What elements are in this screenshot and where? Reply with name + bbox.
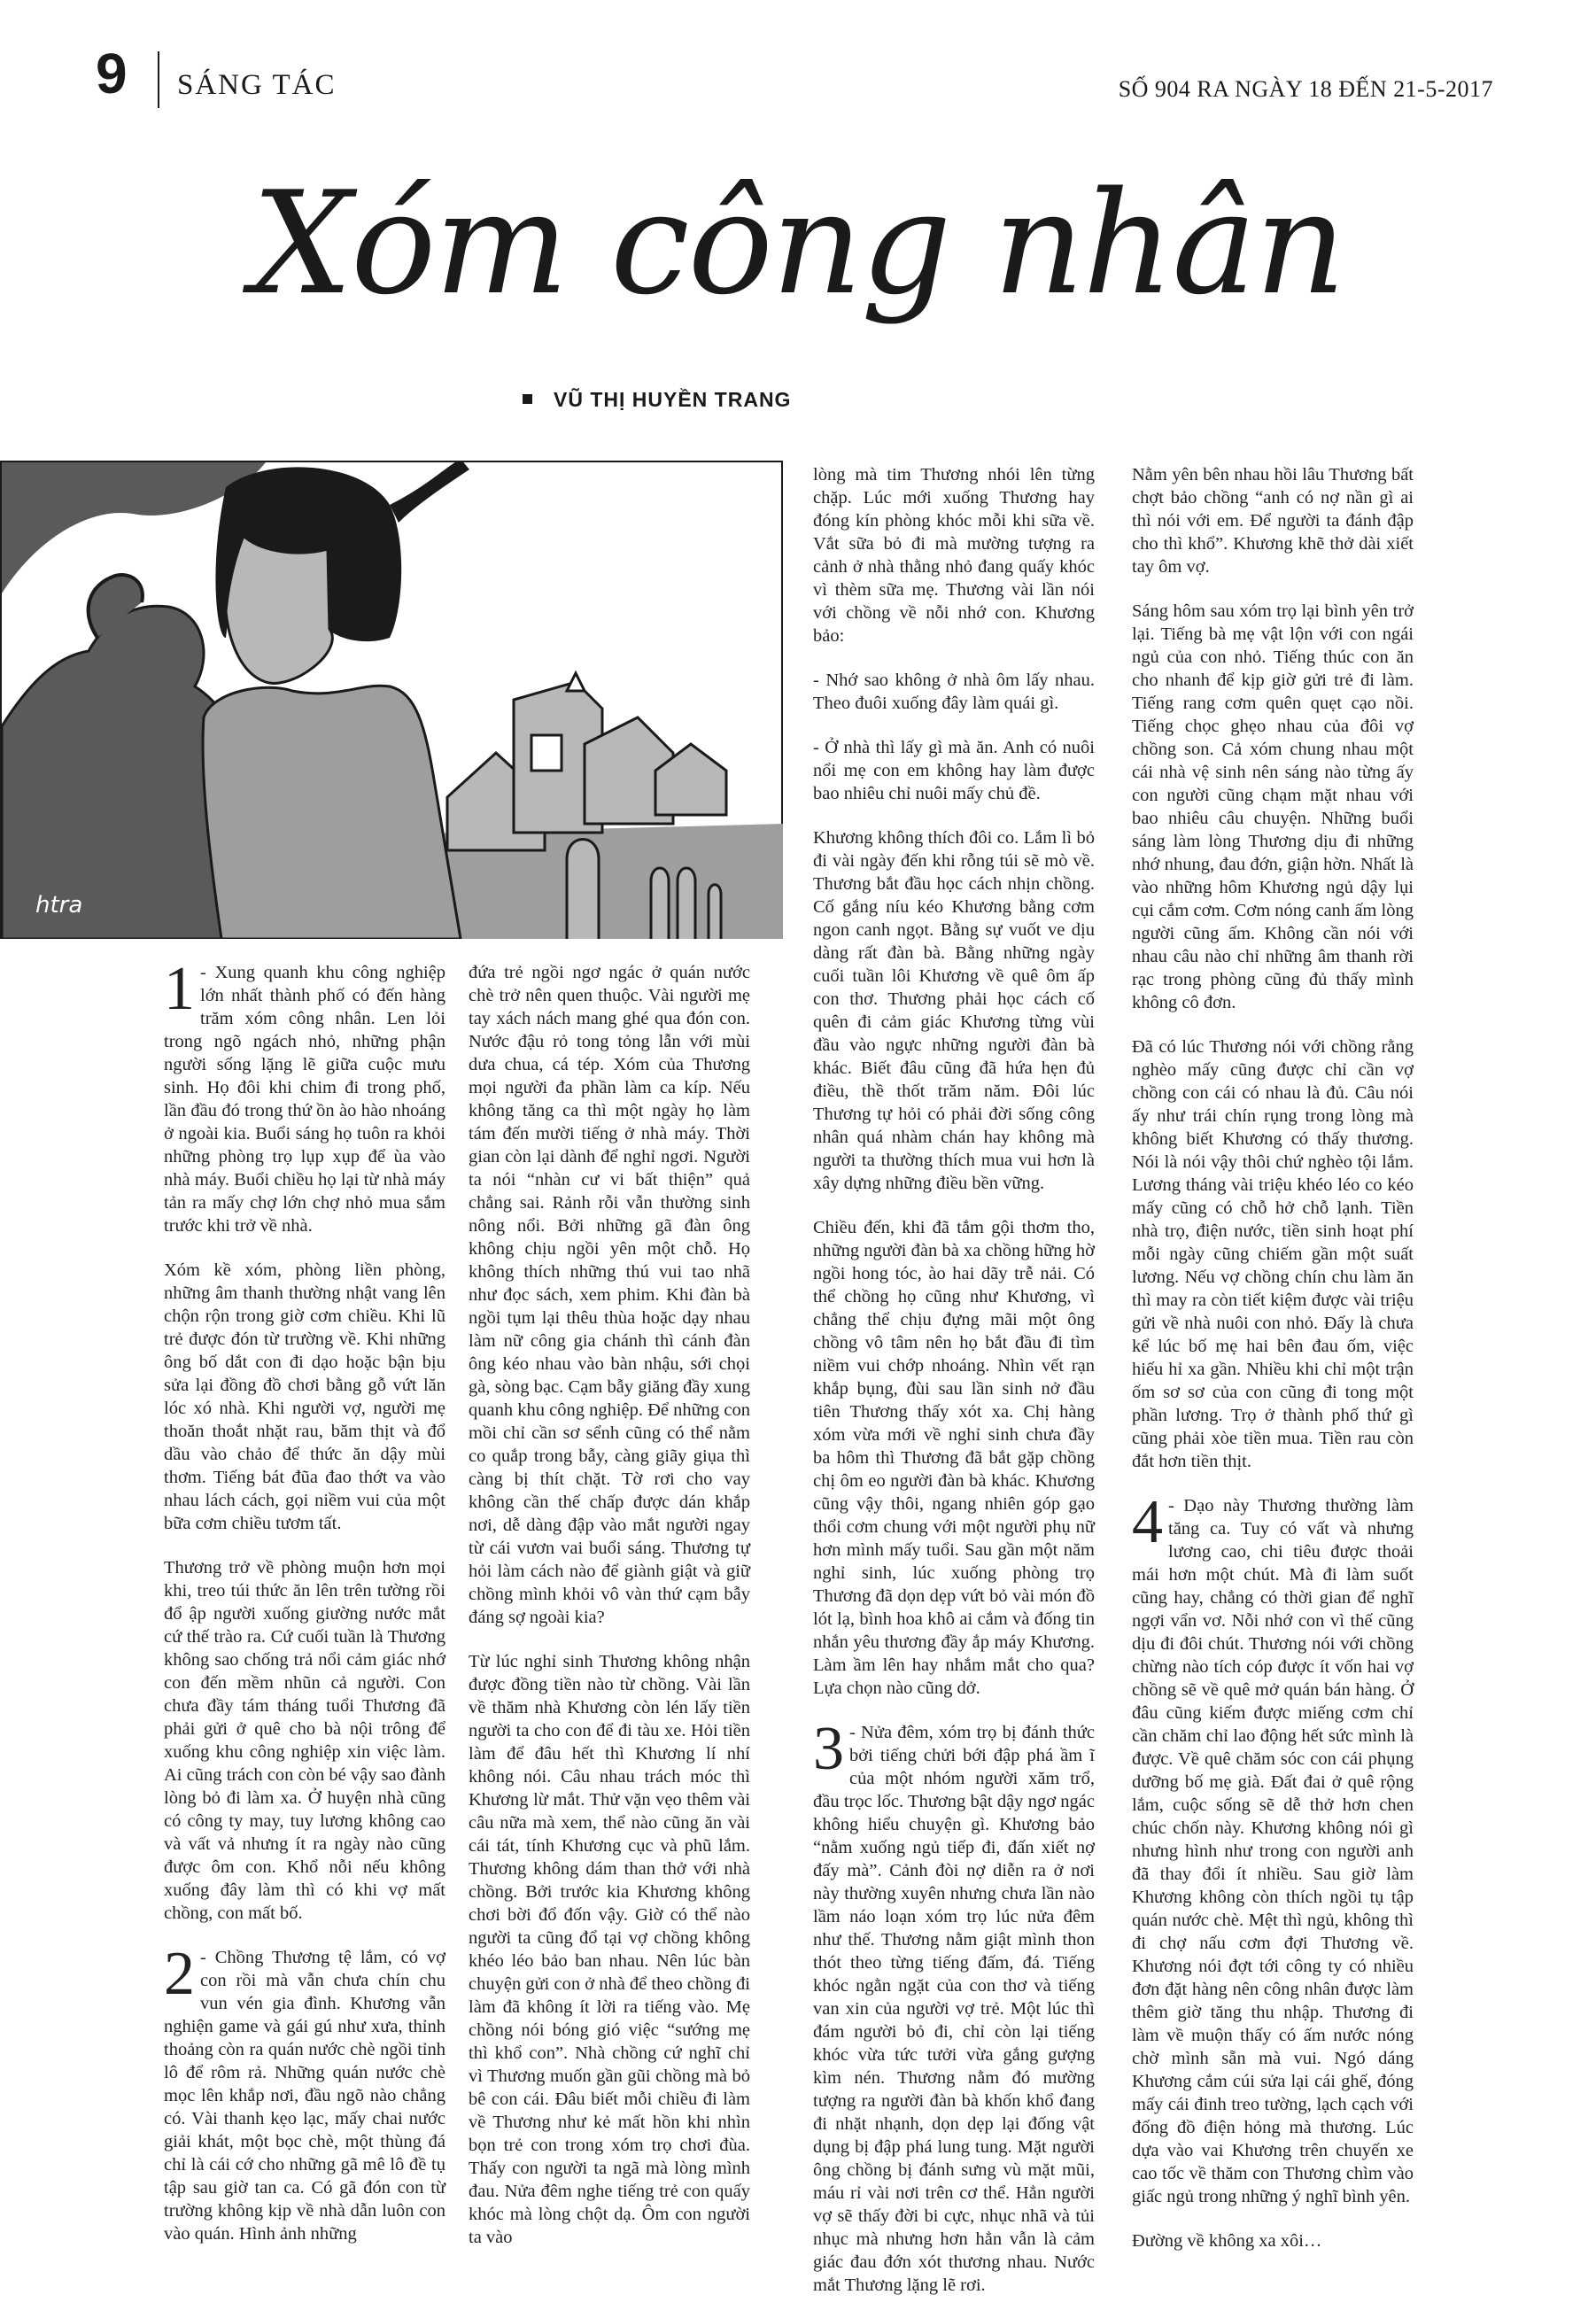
section-title: SÁNG TÁC [177,69,337,101]
page-number: 9 [96,42,128,105]
column-2-paragraph-1: đứa trẻ ngồi ngơ ngác ở quán nước chè trở nên quen thuộc. Vài người mẹ tay xách nách mang ghé qua đón con. Nước đậu rỏ tong tỏng lẫn với mùi dưa chua, cá tép. Xóm của Thương mọi người đa phần làm ca kíp. Nếu không tăng ca thì một ngày họ làm tám đến mười tiếng ở nhà máy. Thời gian còn lại dành để nghỉ ngơi. Người ta nói “nhàn cư vi bất thiện” quả chẳng sai. Rảnh rỗi vẫn thường sinh nông nổi. Bởi những gã đàn ông không chịu ngồi yên một chỗ. Họ không thích những thú vui tao nhã như đọc sách, xem phim. Khi đàn bà ngồi tụm lại thêu thùa hoặc dạy nhau làm nữ công gia chánh thì cánh đàn ông kéo nhau vào bàn nhậu, sới chọi gà, sòng bạc. Cạm bẫy giăng đầy xung quanh khu công nghiệp. Để những con mồi chỉ cần sơ sểnh cũng có thể nằm co quắp trong bẫy, càng giãy giụa thì càng bị thít chặt. Tờ rơi cho vay không cần thế chấp được dán khắp nơi, dễ dàng đập vào mắt người ngay từ cái vươn vai buổi sáng. Thương tự hỏi làm cách nào để giành giật và giữ chồng mình khỏi vô vàn thứ cạm bẫy đáng sợ ngoài kia? [469,963,750,1627]
section-3-number: 3 [813,1715,844,1783]
column-3-paragraph-5: Chiều đến, khi đã tắm gội thơm tho, những người đàn bà xa chồng hững hờ ngồi hong tóc, ào hai dãy trễ nải. Có thể chồng họ cũng như Khương, vì chẳng thể chịu đựng mãi một ông chồng vô tâm nên họ bắt đầu đi tìm niềm vui chớp nhoáng. Nhìn vết rạn khắp bụng, đùi sau lần sinh nở đầu tiên Thương thấy xót xa. Chị hàng xóm vừa mới về nghỉ sinh chưa đầy ba hôm thì Thương đã bắt gặp chồng chị ôm eo người đàn bà khác. Khương cũng vậy thôi, ngang nhiên góp gạo thổi cơm chung với một người phụ nữ hơn mình mấy tuổi. Sau gần một năm nghỉ sinh, lúc xuống phòng trọ Thương đã dọn dẹp vứt bỏ vài món đồ lót lạ, bình hoa khô ai cắm và đống tin nhắn yêu thương đầy ắp máy Khương. Làm ầm lên hay nhắm mắt cho qua? Lựa chọn nào cũng dở. [813,1218,1095,1698]
column-3-paragraph-1: lòng mà tim Thương nhói lên từng chặp. Lúc mới xuống Thương hay đóng kín phòng khóc mỗi khi sữa về. Vắt sữa bỏ đi mà mường tượng ra cảnh ở nhà thằng nhỏ đang quấy khóc vì thèm sữa mẹ. Thương vài lần nói với chồng về nỗi nhớ con. Khương bảo: [813,465,1095,646]
section-1-number: 1 [164,955,195,1023]
section-3-text-1: - Nửa đêm, xóm trọ bị đánh thức bởi tiếng chửi bới đập phá ầm ĩ của một nhóm người xăm trổ, đầu trọc lốc. Thương bật dậy ngơ ngác không hiểu chuyện gì. Khương bảo “nằm xuống ngủ tiếp đi, đấn xiết nợ đấy mà”. Cảnh đòi nợ diễn ra ở nơi này thường xuyên nhưng chưa lần nào lầm náo loạn xóm trọ lúc nửa đêm như thế. Thương nằm giật mình thon thót theo từng tiếng đấm, đá. Tiếng khóc ngằn ngặt của con thơ và tiếng van xin của người vợ trẻ. Một lúc thì đám người bỏ đi, chỉ còn lại tiếng khóc vừa tức tưởi vừa gắng gượng kìm nén. Thương nằm đó mường tượng ra người đàn bà khốn khổ đang đi nhặt nhạnh, dọn dẹp lại đống vật dụng bị đập phá lung tung. Mặt người ông chồng bị đánh sưng vù mặt mũi, máu rỉ vài nơi trên cơ thể. Hẳn người vợ sẽ thấy đời bi cực, nhục nhã và tủi nhục mà nhưng hơn hẳn vẫn là cảm giác đau đớn xót thương nhau. Nước mắt Thương lặng lẽ rơi. [813,1723,1095,2295]
closing-line: Đường về không xa xôi… [1132,2231,1322,2251]
column-2-paragraph-2: Từ lúc nghỉ sinh Thương không nhận được đồng tiền nào từ chồng. Vài lần về thăm nhà Khương còn lén lấy tiền người ta cho con để đi tàu xe. Hỏi tiền làm để đâu hết thì Khương lí nhí không nói. Câu nhau trách móc thì Khương lừ mắt. Thử vặn vẹo thêm vài câu nữa mà xem, thể nào cũng ăn vài cái tát, tính Khương cục và phũ lắm. Thương không dám than thở với nhà chồng. Bởi trước kia Khương không chơi bời đổ đốn vậy. Giờ có thể nào người ta cũng đổ tại vợ chồng không khéo léo bảo ban nhau. Nên lúc bàn chuyện gửi con ở nhà để theo chồng đi làm đã không ít lời ra tiếng vào. Mẹ chồng nói bóng gió việc “sướng mẹ thì khổ con”. Nhà chồng cứ nghĩ chỉ vì Thương muốn gần gũi chồng mà bỏ bê con cái. Đâu biết mỗi chiều đi làm về Thương như kẻ mất hồn khi nhìn bọn trẻ con trong xóm trọ chơi đùa. Thấy con người ta ngã mà lòng mình đau. Nửa đêm nghe tiếng trẻ con quấy khóc mà lòng chột dạ. Ôm con người ta vào [469,1652,750,2247]
column-4-paragraph-2: Sáng hôm sau xóm trọ lại bình yên trở lại. Tiếng bà mẹ vật lộn với con ngái ngủ của con nhỏ. Tiếng thúc con ăn cho nhanh để kịp giờ gửi trẻ đi làm. Tiếng rang cơm quên quẹt cạo nồi. Tiếng chọc ghẹo nhau của đôi vợ chồng son. Cả xóm chung nhau một cái nhà vệ sinh nên sáng nào từng ấy con người cũng chạm mặt nhau với bao nhiêu câu chuyện. Những buổi sáng làm lòng Thương dịu đi những nhớ nhung, đau đớn, giận hờn. Nhất là vào những hôm Khương ngủ dậy lụi cụi cắm cơm. Cơm nóng canh ấm lòng người cũng ấm. Không cần nói với nhau câu nào chỉ những âm thanh rời rạc trong phòng cũng đủ thấy mình không cô đơn. [1132,601,1414,1012]
section-1-paragraph-1 [164,955,445,1237]
section-1-paragraph-2: Xóm kề xóm, phòng liền phòng, những âm thanh thường nhật vang lên chộn rộn trong giờ cơm chiều. Khi lũ trẻ được đón từ trường về. Khi những ông bố dắt con đi dạo hoặc bận bịu sửa lại đồng đồ chơi bằng gỗ vứt lăn lóc xó nhà. Khi người vợ, người mẹ thoăn thoắt nhặt rau, băm thịt và đổ dầu vào chảo để thức ăn dậy mùi thơm. Tiếng bát đũa đao thớt va vào nhau lách cách, gọi niềm vui của một bữa cơm chiều tươm tất. [164,1260,445,1533]
column-4-paragraph-1: Nằm yên bên nhau hồi lâu Thương bất chợt bảo chồng “anh có nợ nần gì ai thì nói với em. Để người ta đánh đập cho thì khổ”. Khương khẽ thở dài xiết tay ôm vợ. [1132,465,1414,577]
column-4-paragraph-3: Đã có lúc Thương nói với chồng rằng nghèo mấy cũng được chỉ cần vợ chồng con cái có nhau là đủ. Câu nói ấy như trái chín rụng trong lòng mà không biết Khương có thấy thương. Nói là nói vậy thôi chứ nghèo tội lắm. Lương tháng vài triệu khéo léo co kéo mấy cũng có chỗ hở chỗ lạnh. Tiền nhà trọ, điện nước, tiền sinh hoạt phí mỗi ngày cũng chiếm gần một suất lương. Nếu vợ chồng chín chu làm ăn thì may ra còn tiết kiệm được vài triệu gửi về nhà nuôi con nhỏ. Đấy là chưa kể lúc bố mẹ hai bên đau ốm, việc hiếu hỉ xa gần. Nhiều khi chỉ một trận ốm sơ sơ của con cũng đi tong một phần lương. Trọ ở thành phố thứ gì cũng phải xòe tiền mua. Tiền rau còn đắt hơn tiền thịt. [1132,1037,1414,1471]
article-illustration [0,461,783,939]
section-2-number: 2 [164,1940,195,2008]
column-3-paragraph-4: Khương không thích đôi co. Lắm lì bỏ đi vài ngày đến khi rỗng túi sẽ mò về. Thương bắt đầu học cách nhịn chồng. Cố gắng níu kéo Khương bằng cơm ngon canh ngọt. Bằng sự vuốt ve dịu dàng rất đàn bà. Bằng những ngày cuối tuần lôi Khương về quê ôm ấp con thơ. Thương phải học cách cố quên đi cảm giác Khương từng vùi đầu vào ngực những người đàn bà khác. Biết đâu cũng đã hứa hẹn đủ điều, thề thốt trăm năm. Đôi lúc Thương tự hỏi có phải đời sống công nhân quá nhàm chán hay không mà người ta thường thích mua vui hơn là xây dựng những điều bền vững. [813,828,1095,1193]
text-column-3 [813,463,1095,2318]
text-column-4 [1132,463,1414,2274]
column-3-paragraph-3: - Ở nhà thì lấy gì mà ăn. Anh có nuôi nổi mẹ con em không hay làm được bao nhiêu chỉ nuôi mấy chủ đề. [813,738,1095,803]
illustration-signature: htra [35,892,83,919]
section-2-paragraph-1 [164,1940,445,2245]
byline-bullet-icon [523,394,532,404]
column-3-paragraph-2: - Nhớ sao không ở nhà ôm lấy nhau. Theo đuôi xuống đây làm quái gì. [813,671,1095,713]
text-column-1 [164,955,445,2267]
issue-info: SỐ 904 RA NGÀY 18 ĐẾN 21-5-2017 [1118,76,1493,102]
author-name: VŨ THỊ HUYỀN TRANG [554,388,792,411]
section-3-paragraph-1 [813,1715,1095,2297]
header-divider [158,51,159,108]
byline [523,388,791,412]
article-title: Xóm công nhân [252,160,1344,326]
section-1-paragraph-3: Thương trở về phòng muộn hơn mọi khi, treo túi thức ăn lên trên tường rồi đổ ập người xuống giường nước mắt cứ thế trào ra. Cứ cuối tuần là Thương không sao chống trả nổi cảm giác nhớ con đến mềm nhũn cả người. Con chưa đầy tám tháng tuổi Thương đã phải gửi ở quê cho bà nội trông để xuống khu công nghiệp xin việc làm. Ai cũng trách con còn bé vậy sao đành lòng bỏ đi làm xa. Ở huyện nhà cũng có công ty may, tuy lương không cao và vất vả nhưng ít ra ngày nào cũng được ôm con. Khổ nỗi nếu không xuống đây làm thì có khi vợ mất chồng, con mất bố. [164,1558,445,1923]
section-4-text-1: - Dạo này Thương thường làm tăng ca. Tuy có vất và nhưng lương cao, chi tiêu được thoải mái hơn một chút. Mà đi làm suốt cũng hay, chẳng có thời gian để nghĩ ngợi vẩn vơ. Nỗi nhớ con vì thế cũng dịu đi đôi chút. Thương nói với chồng chừng nào tích cóp được ít vốn hai vợ chồng sẽ về quê mở quán bán hàng. Ở đâu cũng kiếm được miếng cơm chỉ cần chăm chỉ lao động hết sức mình là được. Về quê chăm sóc con cái phụng dưỡng bố mẹ già. Đất đai ở quê rộng lắm, cuộc sống sẽ dễ thở hơn chen chúc chốn này. Khương không nói gì nhưng hình như trong con người anh đã thay đổi ít nhiều. Sau giờ làm Khương không còn thích ngồi tụ tập quán nước chè. Mệt thì ngủ, không thì đi chợ nấu cơm đợi Thương về. Khương nói đợt tới công ty có nhiều đơn đặt hàng nên công nhân được làm thêm giờ tăng thu nhập. Thương đi làm về muộn thấy có ấm nước nóng chờ mình sẵn mà vui. Ngó dáng Khương cắm cúi sửa lại cái ghế, đóng mấy cái đinh treo tường, lạch cạch với đống đồ điện hỏng mà thương. Lúc dựa vào vai Khương trên chuyến xe cao tốc về thăm con Thương chìm vào giấc ngủ trong những ý nghĩ bình yên. [1132,1496,1414,2206]
section-4-number: 4 [1132,1488,1163,1556]
section-2-text-1: - Chồng Thương tệ lắm, có vợ con rồi mà vẫn chưa chín chu vun vén gia đình. Khương vẫn nghiện game và gái gú như xưa, thỉnh thoảng còn ra quán nước chè ngồi tỉnh lô để rôm rả. Những quán nước chè mọc lên khắp nơi, đầu ngõ nào chẳng có. Vài thanh kẹo lạc, mấy chai nước giải khát, một bọc chè, một thùng đá chỉ là cái cớ cho những gã mê lô đề tụ tập sau giờ tan ca. Có gã đón con từ trường không kịp về nhà dẫn luôn con vào quán. Hình ảnh những [164,1948,445,2244]
section-4-paragraph-1 [1132,1488,1414,2208]
section-1-text-1: - Xung quanh khu công nghiệp lớn nhất thành phố có đến hàng trăm xóm công nhân. Len lỏi trong ngõ ngách nhỏ, những phận người sống lặng lẽ giữa cuộc mưu sinh. Họ đôi khi chim đi trong phố, lần đầu đó trong thứ ồn ào hào nhoáng ở ngoài kia. Buổi sáng họ tuôn ra khỏi những phòng trọ lụp xụp để ùa vào nhà máy. Buổi chiều họ lại từ nhà máy tản ra mấy chợ lớn chợ nhỏ mua sắm trước khi trở về nhà. [164,963,445,1236]
text-column-2 [469,961,750,2270]
